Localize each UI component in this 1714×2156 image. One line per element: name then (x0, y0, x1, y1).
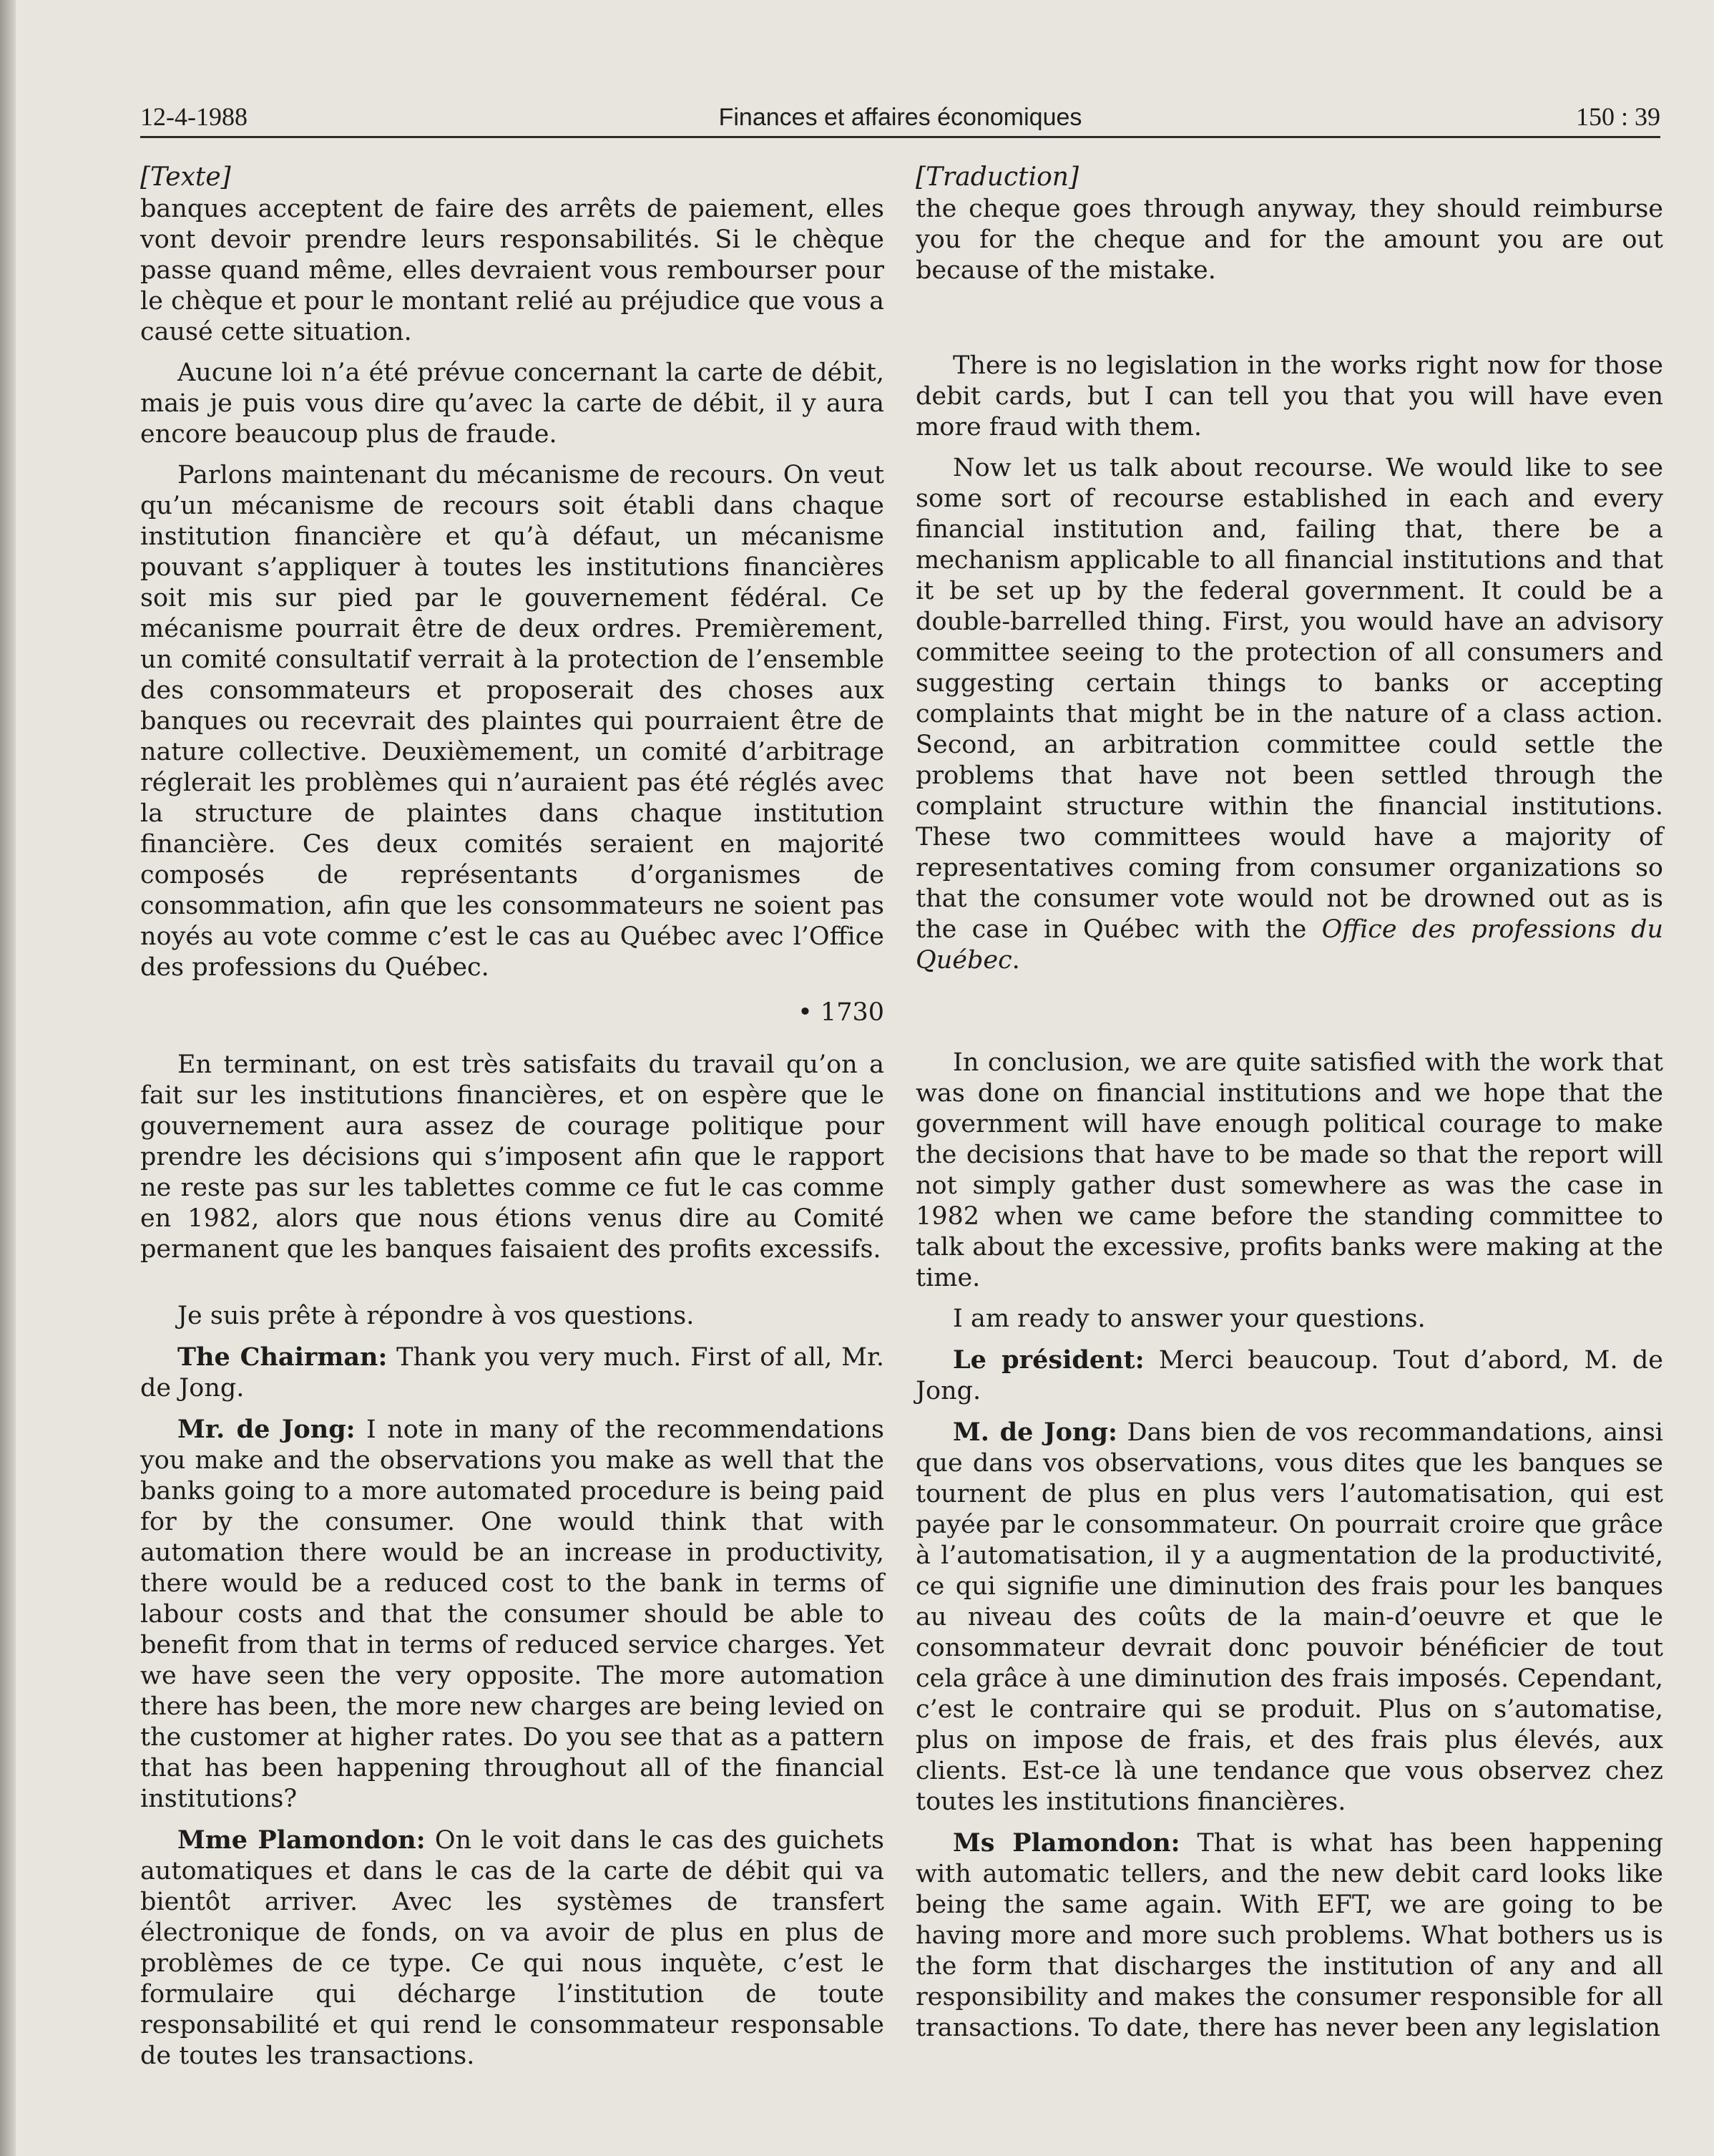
paragraph: En terminant, on est très satisfaits du travail qu’on a fait sur les institutions financières, et on espère que le gouvernement aura assez de courage politique pour prendre les décisions qui s’imposent afin que le rapport ne reste pas sur les tablettes comme ce fut le cas comme en 1982, alors que nous étions venus dire au Comité permanent que les banques faisaient des profits excessifs. (140, 1050, 884, 1264)
french-column (140, 162, 884, 2082)
speech-text: Dans bien de vos recommandations, ainsi que dans vos observations, vous dites que les banques se tournent de plus en plus vers l’automatisation, qui est payée par le consommateur. On pourrait croire que grâce à l’automatisation, il y a augmentation de la productivité, ce qui signifie une diminution des frais pour les banques au niveau des coûts de la main-d’oeuvre et que le consommateur devrait donc pouvoir bénéficier de tout cela grâce à une diminution des frais imposés. Cependant, c’est le contraire qui se produit. Plus on s’automatise, plus on impose de frais, et des frais plus élevés, aux clients. Est-ce là une tendance que vous observez chez toutes les institutions financières. (916, 1418, 1663, 1816)
speaker-name: Ms Plamondon: (953, 1828, 1180, 1858)
speaker-paragraph (916, 1345, 1663, 1407)
speech-text: Thank you very much. First of all, Mr. de Jong. (140, 1343, 885, 1403)
paragraph: I am ready to answer your questions. (953, 1304, 1426, 1333)
speaker-name: M. de Jong: (953, 1418, 1117, 1447)
english-column (916, 162, 1663, 2054)
translation-tag: [Traduction] (916, 162, 1079, 192)
text-tag: [Texte] (140, 162, 231, 192)
paragraph-text: Now let us talk about recourse. We would like to see some sort of recourse established in each and every financial institution and, failing that, there be a mechanism applicable to all financial institutions and that it be set up by the federal government. It could be a double-barrelled thing. First, you would have an advisory committee seeing to the protection of all consumers and suggesting certain things to banks or accepting complaints that might be in the nature of a class action. Second, an arbitration committee could settle the problems that have not been settled through the complaint structure within the financial institutions. These two committees would have a majority of representatives coming from consumer organizations so that the consumer vote would not be drowned out as is the case in Québec with the (916, 454, 1663, 944)
header-title: Finances et affaires économiques (718, 104, 1082, 131)
speaker-paragraph (140, 1825, 884, 2072)
speech-text: On le voit dans le cas des guichets automatiques et dans le cas de la carte de débit qui va bientôt arriver. Avec les systèmes de transfert électronique de fonds, on va avoir de plus en plus de problèmes de ce type. Ce qui nous inquète, c’est le formulaire qui décharge l’institution de toute responsabilité et qui rend le consommateur responsable de toutes les transactions. (140, 1826, 885, 2070)
header-date: 12-4-1988 (140, 102, 248, 131)
running-header (140, 100, 1660, 138)
spacer (916, 296, 1663, 351)
paragraph: Je suis prête à répondre à vos questions. (177, 1302, 695, 1330)
speaker-paragraph (916, 1828, 1663, 2044)
time-marker: • 1730 (798, 998, 884, 1027)
page-binding-edge (0, 0, 16, 2156)
speaker-name: Mr. de Jong: (177, 1415, 356, 1444)
speaker-paragraph (140, 1414, 884, 1815)
paragraph: In conclusion, we are quite satisfied with the work that was done on financial institutions and we hope that the government will have enough political courage to make the decisions that have to be made so that the report will not simply gather dust somewhere as was the case in 1982 when we came before the standing committee to talk about the excessive, profits banks were making at the time. (916, 1048, 1663, 1292)
speaker-name: The Chairman: (177, 1342, 388, 1372)
paragraph: Parlons maintenant du mécanisme de recours. On veut qu’un mécanisme de recours soit établi dans chaque institution financière et qu’à défaut, un mécanisme pouvant s’appliquer à toutes les institutions financières soit mis sur pied par le gouvernement fédéral. Ce mécanisme pourrait être de deux ordres. Premièrement, un comité consultatif verrait à la protection de l’ensemble des consommateurs et proposerait des choses aux banques ou recevrait des plaintes qui pourraient être de nature collective. Deuxièmement, un comité d’arbitrage réglerait les problèmes qui n’auraient pas été réglés avec la structure de plaintes dans chaque institution financière. Ces deux comités seraient en majorité composés de représentants d’organismes de consommation, afin que les consommateurs ne soient pas noyés au vote comme c’est le cas au Québec avec l’Office des professions du Québec. (140, 461, 884, 982)
speaker-name: Le président: (953, 1345, 1145, 1375)
speech-text: Merci beaucoup. Tout d’abord, M. de Jong. (916, 1346, 1663, 1405)
speech-text: That is what has been happening with automatic tellers, and the new debit card looks like being the same again. With EFT, we are going to be having more and more such problems. What bothers us is the form that discharges the institution of any and all responsibility and makes the consumer responsible for all transactions. To date, there has never been any legislation (916, 1829, 1664, 2042)
paragraph-text: . (1012, 946, 1020, 975)
italic-title: Office des professions du Québec (916, 915, 1664, 975)
paragraph: the cheque goes through anyway, they should reimburse you for the cheque and for the amount you are out because of the mistake. (916, 195, 1663, 285)
paragraph (916, 453, 1663, 976)
paragraph: banques acceptent de faire des arrêts de paiement, elles vont devoir prendre leurs responsabilités. Si le chèque passe quand même, elles devraient vous rembourser pour le chèque et pour le montant relié au préjudice que vous a causé cette situation. (140, 195, 884, 346)
speaker-name: Mme Plamondon: (177, 1825, 426, 1855)
paragraph: There is no legislation in the works right now for those debit cards, but I can tell you that you will have even more fraud with them. (916, 351, 1663, 442)
header-page-number: 150 : 39 (1575, 102, 1660, 131)
paragraph: Aucune loi n’a été prévue concernant la carte de débit, mais je puis vous dire qu’avec la carte de débit, il y aura encore beaucoup plus de fraude. (140, 358, 884, 449)
spacer (916, 986, 1663, 1048)
spacer (140, 1275, 884, 1301)
speaker-paragraph (916, 1417, 1663, 1818)
speech-text: I note in many of the recommendations you make and the observations you make as well that the banks going to a more automated procedure is being paid for by the consumer. One would think that with automation there would be an increase in productivity, there would be a reduced cost to the bank in terms of labour costs and that the consumer should be able to benefit from that in terms of reduced service charges. Yet we have seen the very opposite. The more automation there has been, the more new charges are being levied on the customer at higher rates. Do you see that as a pattern that has been happening throughout all of the financial institutions? (140, 1415, 884, 1813)
speaker-paragraph (140, 1342, 884, 1404)
